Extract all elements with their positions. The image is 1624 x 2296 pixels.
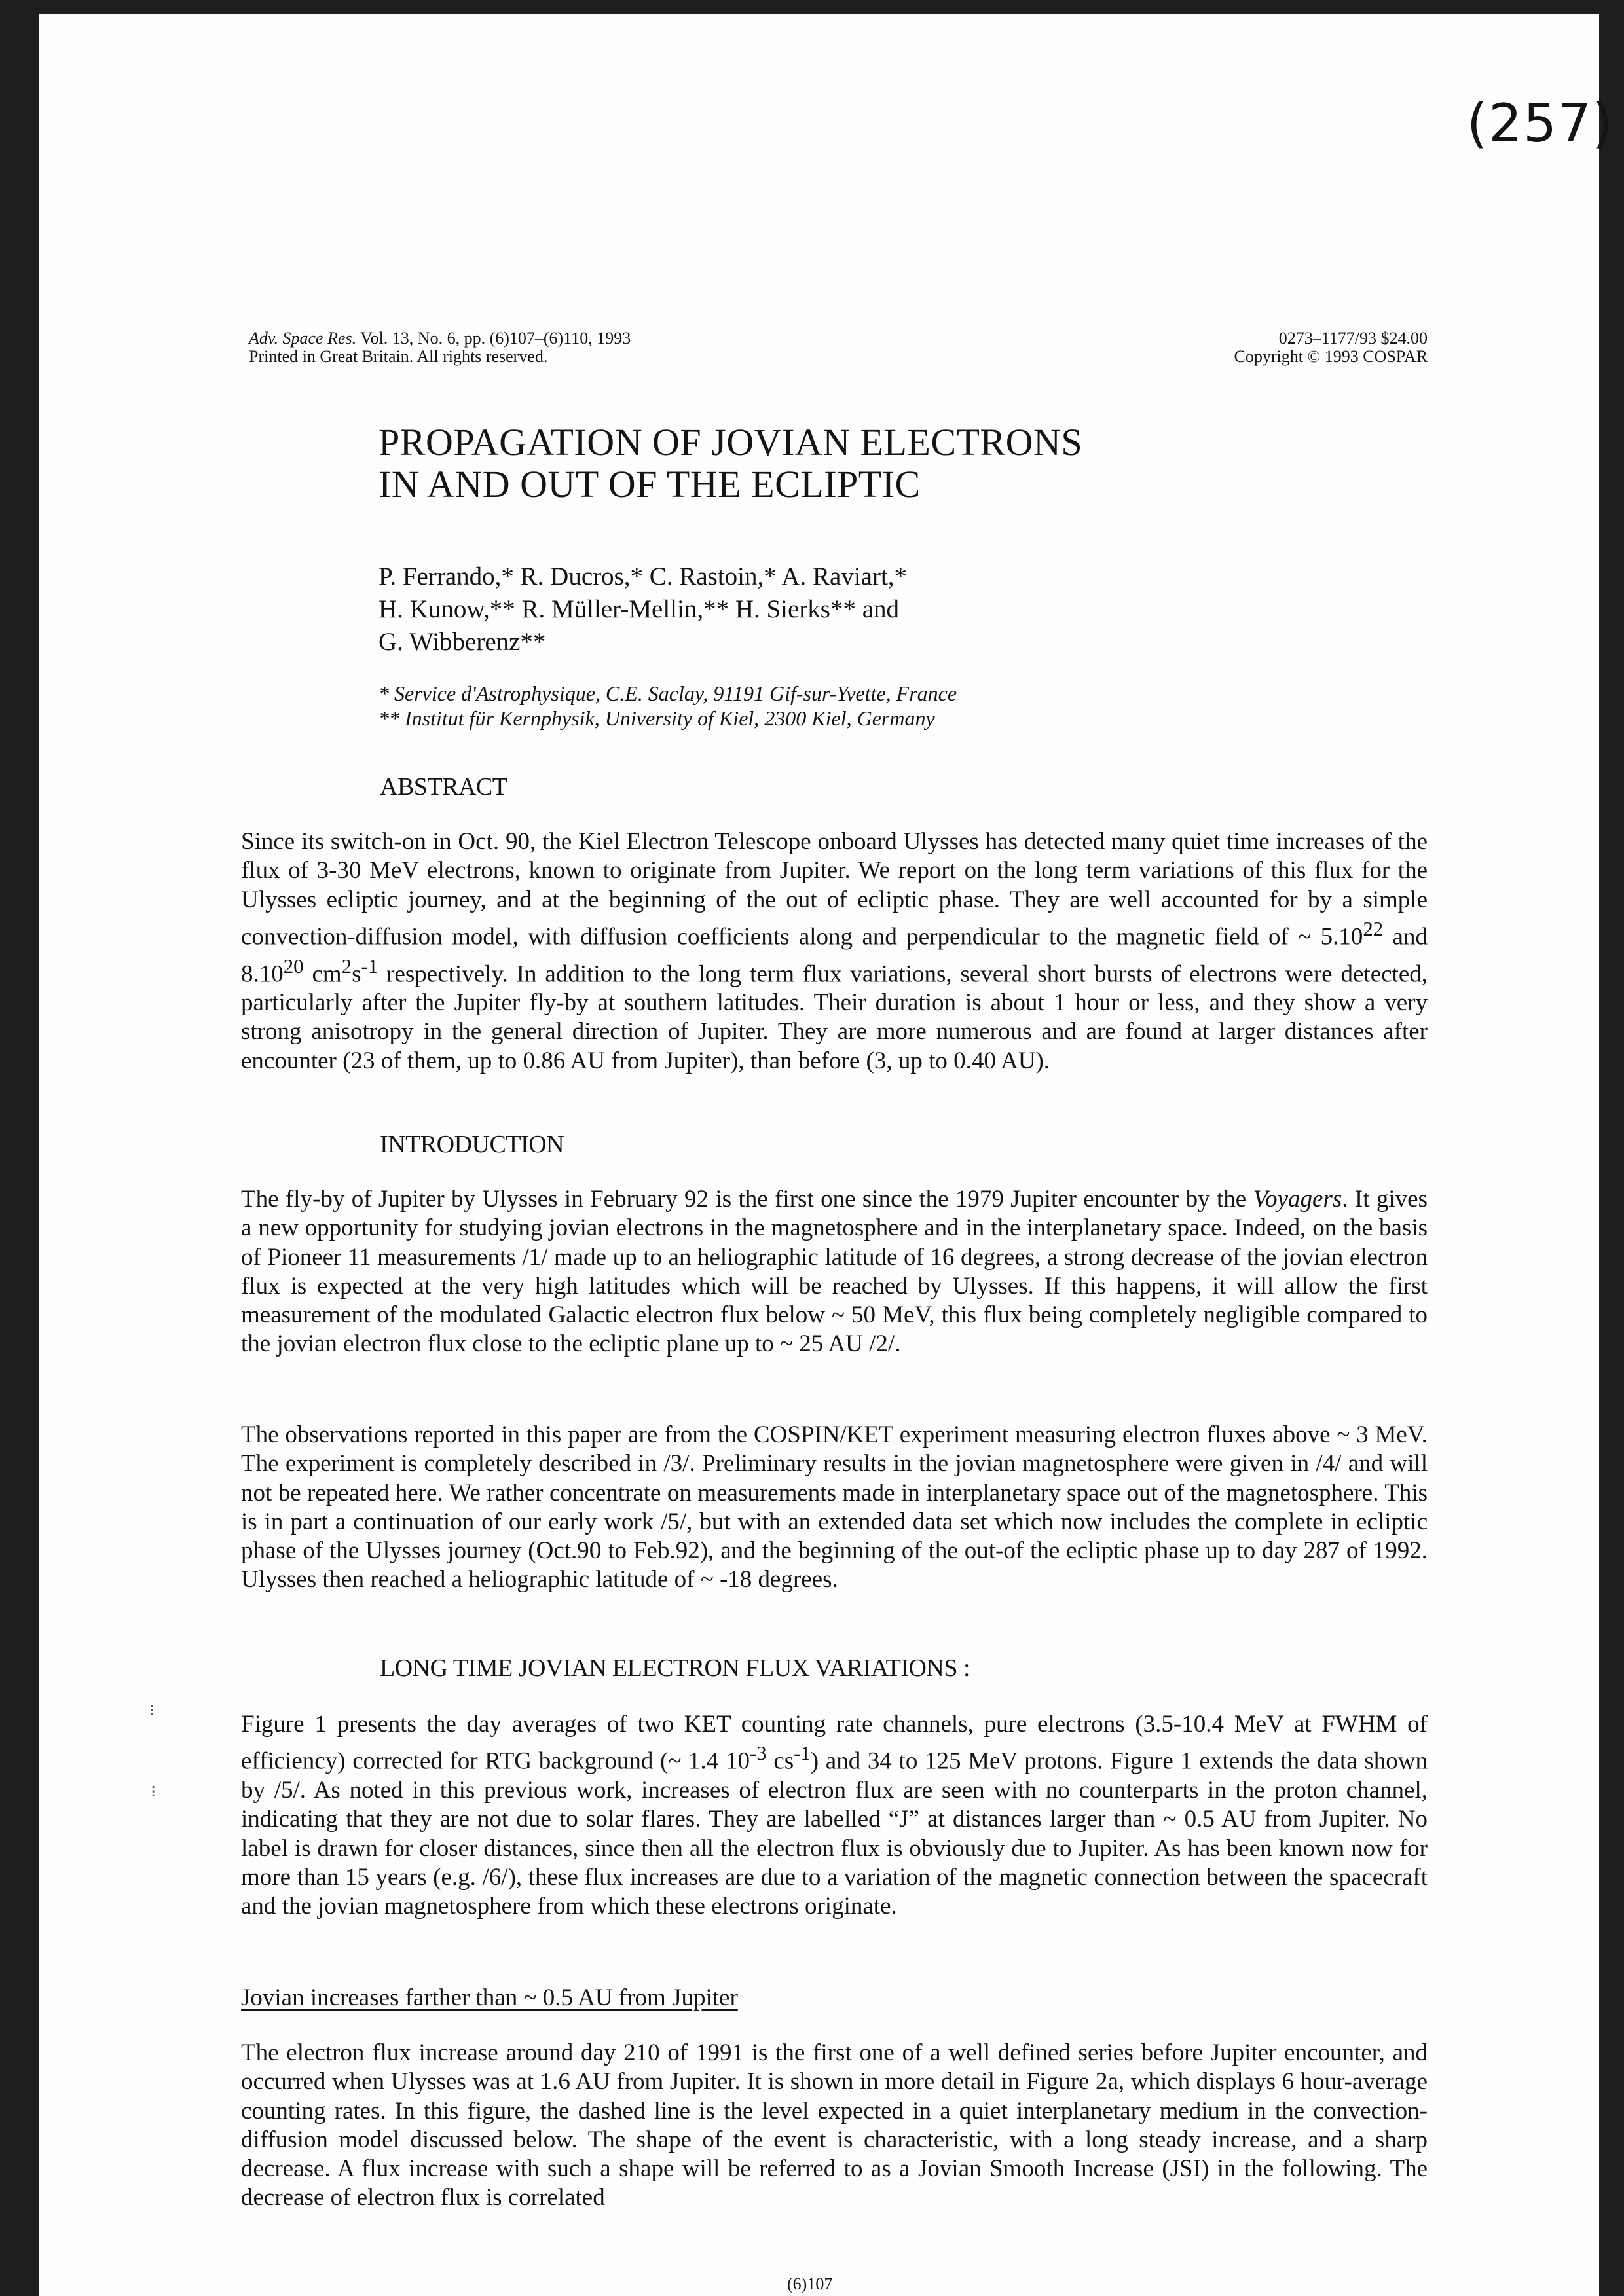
journal-citation [249,329,631,348]
affiliations [378,681,957,731]
authors-line-2: H. Kunow,** R. Müller-Mellin,** H. Sierks** and [378,595,900,623]
abstract-body [241,828,1428,1076]
authors-line-1: P. Ferrando,* R. Ducros,* C. Rastoin,* A. Raviart,* [378,562,908,591]
journal-name: Adv. Space Res. [249,329,357,348]
paper-title [378,422,1082,505]
long-time-paragraph: Figure 1 presents the day averages of two KET counting rate channels, pure electrons (3.5-10.4 MeV at FWHM of efficiency) corrected for RTG background (~ 1.4 $10^{-3}$ $cs^{-1}$) and 34 to 125 MeV protons. Figure 1 extends the data shown by /5/. As noted in this previous work, increases of electron flux are seen with no counterparts in the proton channel, indicating that they are not due to solar flares. They are labelled “J” at distances larger than ~ 0.5 AU from Jupiter. No label is drawn for closer distances, since then all the electron flux is obviously due to Jupiter. As has been known now for more than 15 years (e.g. /6/), these flux increases are due to a variation of the magnetic connection between the spacecraft and the jovian magnetosphere from which these electrons originate. [241,1711,1428,1920]
printed-in-notice: Printed in Great Britain. All rights reserved. [249,347,548,366]
title-line-1: PROPAGATION OF JOVIAN ELECTRONS [378,421,1083,464]
margin-scan-mark: ⁝ [151,1782,157,1802]
introduction-heading: INTRODUCTION [380,1131,564,1158]
affiliation-1: * Service d'Astrophysique, C.E. Saclay, 91191 Gif-sur-Yvette, France [378,682,957,705]
margin-scan-mark: ⁝ [149,1701,155,1721]
author-list [378,560,907,659]
abstract-heading: ABSTRACT [380,773,507,801]
voyagers-italic: Voyagers [1253,1186,1342,1212]
authors-line-3: G. Wibberenz** [378,628,546,656]
copyright-notice: Copyright © 1993 COSPAR [1234,347,1428,366]
abstract-paragraph: Since its switch-on in Oct. 90, the Kiel Electron Telescope onboard Ulysses has detected many quiet time increases of the flux of 3-30 MeV electrons, known to originate from Jupiter. We report on the long term variations of this flux for the Ulysses ecliptic journey, and at the beginning of the out of ecliptic phase. They are well accounted for by a simple convection-diffusion model, with diffusion coefficients along and perpendicular to the magnetic field of ~ 5.10$^{22}$ and 8.10$^{20}$ $cm^2s^{-1}$ respectively. In addition to the long term flux variations, several short bursts of electrons were detected, particularly after the Jupiter fly-by at southern latitudes. Their duration is about 1 hour or less, and they show a very strong anisotropy in the general direction of Jupiter. They are more numerous and are found at larger distances after encounter (23 of them, up to 0.86 AU from Jupiter), than before (3, up to 0.40 AU). [241,828,1428,1074]
journal-volume: Vol. 13, No. 6, pp. (6)107–(6)110, 1993 [356,329,631,348]
jovian-far-paragraph: The electron flux increase around day 210 of 1991 is the first one of a well defined series before Jupiter encounter, and occurred when Ulysses was at 1.6 AU from Jupiter. It is shown in more detail in Figure 2a, which displays 6 hour-average counting rates. In this figure, the dashed line is the level expected in a quiet interplanetary medium in the convection-diffusion model discussed below. The shape of the event is characteristic, with a long steady increase, and a sharp decrease. A flux increase with such a shape will be referred to as a Jovian Smooth Increase (JSI) in the following. The decrease of electron flux is correlated [241,2039,1428,2212]
handwritten-page-number: (257) [1467,93,1615,154]
affiliation-2: ** Institut für Kernphysik, University of Kiel, 2300 Kiel, Germany [378,706,935,730]
jovian-far-subheading: Jovian increases farther than ~ 0.5 AU from Jupiter [241,1984,738,2011]
page-folio: (6)107 [787,2274,833,2293]
issn-price: 0273–1177/93 $24.00 [1278,329,1428,348]
introduction-paragraph-2: The observations reported in this paper are from the COSPIN/KET experiment measuring electron fluxes above ~ 3 MeV. The experiment is completely described in /3/. Preliminary results in the jovian magnetosphere were given in /4/ and will not be repeated here. We rather concentrate on measurements made in interplanetary space out of the magnetosphere. This is in part a continuation of our early work /5/, but with an extended data set which now includes the complete in ecliptic phase of the Ulysses journey (Oct.90 to Feb.92), and the beginning of the out-of the ecliptic phase up to day 287 of 1992. Ulysses then reached a heliographic latitude of ~ -18 degrees. [241,1421,1428,1594]
introduction-paragraph-1: The fly-by of Jupiter by Ulysses in February 92 is the first one since the 1979 Jupiter encounter by the Voyagers. It gives a new opportunity for studying jovian electrons in the magnetosphere and in the interplanetary space. Indeed, on the basis of Pioneer 11 measurements /1/ made up to an heliographic latitude of 16 degrees, a strong decrease of the jovian electron flux is expected at the very high latitudes which will be reached by Ulysses. If this happens, it will allow the first measurement of the modulated Galactic electron flux below ~ 50 MeV, this flux being completely negligible compared to the jovian electron flux close to the ecliptic plane up to ~ 25 AU /2/. [241,1186,1428,1358]
scanned-page [39,14,1615,2296]
title-line-2: IN AND OUT OF THE ECLIPTIC [378,463,921,505]
long-time-heading: LONG TIME JOVIAN ELECTRON FLUX VARIATIONS : [380,1654,970,1682]
